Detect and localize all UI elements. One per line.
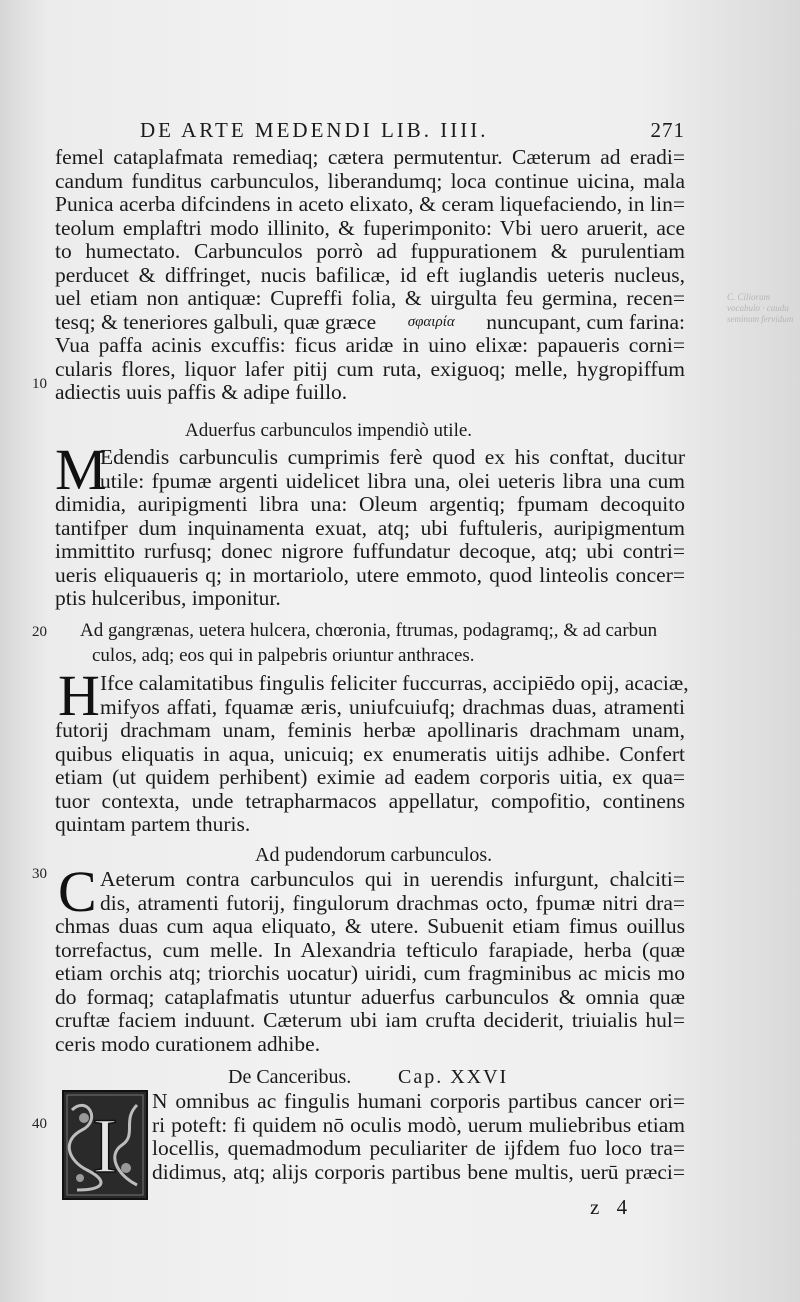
section-paragraph (100, 446, 685, 493)
drop-capital: C (58, 859, 97, 924)
text-line: ptis hulceribus, imponitur. (55, 586, 281, 610)
text-line: uel etiam non antiquæ: Cupreffi folia, & uirgulta feu germina, recen= (55, 286, 685, 310)
drop-capital: M (55, 437, 107, 502)
section-paragraph (100, 868, 685, 915)
section-paragraph-cont (55, 493, 685, 611)
section-paragraph-cont (55, 719, 685, 837)
drop-capital: H (58, 663, 100, 728)
initial-letter: I (92, 1102, 118, 1189)
section-paragraph-cont (55, 915, 685, 1056)
text-line: didimus, atq; alijs corporis partibus bene multis, uerū præci= (152, 1159, 685, 1184)
text-line: quibus eliquatis in aqua, unicuiq; ex enumeratis uitijs adhibe. Confert (55, 741, 685, 766)
text-line: futorij drachmam unam, feminis herbæ apollinaris drachmam unam, (55, 718, 685, 742)
text-line: to humectato. Carbunculos porrò ad fuppurationem & purulentiam (55, 239, 685, 263)
text-line: tantifper dum inquinamenta exuat, atq; ubi fuftuleris, auripigmentum (55, 515, 685, 540)
section-paragraph (100, 671, 689, 719)
text-line: tuor contexta, unde tetrapharmacos appellatur, compofitio, continens (55, 788, 685, 813)
chapter-paragraph (152, 1090, 685, 1184)
section-heading: Ad pudendorum carbunculos. (255, 844, 493, 866)
text-fragment: nuncupant, cum farina: (486, 309, 685, 334)
text-line: perducet & diffringet, nucis bafilicæ, id eft iuglandis ueteris nucleus, (55, 262, 685, 287)
text-line: cularis flores, liquor lafer pitij cum ruta, exiguoq; melle, hygropiffum (55, 356, 685, 381)
text-line: teolum emplaftri modo illinito, & fuperimponito: Vbi uero aruerit, ace (55, 215, 685, 240)
opening-paragraph (55, 146, 685, 405)
text-line: etiam (ut quidem perhibent) eximie ad eadem corporis uitia, ex qua= (55, 765, 685, 789)
text-line: dimidia, auripigmenti libra una: Oleum argentiq; fpumam decoquito (55, 492, 685, 516)
text-line: chmas duas cum aqua eliquato, & utere. Subuenit etiam fimus ouillus (55, 914, 685, 938)
text-line: do formaq; cataplafmatis utuntur aduerfus carbunculos & omnia quæ (55, 984, 685, 1009)
margin-line-number: 30 (32, 866, 47, 882)
text-line: ceris modo curationem adhibe. (55, 1031, 321, 1056)
text-line: Punica acerba difcindens in aceto elixato, & ceram liquefaciendo, in lin= (55, 192, 685, 216)
text-line-with-greek (55, 311, 685, 335)
text-line: locellis, quemadmodum peculiariter de ijfdem fuo loco tra= (152, 1136, 685, 1160)
section-heading: Aduerfus carbunculos impendiò utile. (185, 420, 473, 441)
text-line: immittito rurfusq; donec nigrore fuffundatur decoque, atq; ubi contri= (55, 539, 685, 563)
chapter-number: Cap. XXVI (398, 1066, 509, 1088)
text-line: adiectis uuis paffis & adipe fuillo. (55, 380, 348, 404)
text-line: femel cataplafmata remediaq; cætera permutentur. Cæterum ad eradi= (55, 145, 685, 169)
folio-number: 271 (650, 118, 685, 142)
text-line: Vua paffa acinis excuffis: ficus aridæ in uino elixæ: papaueris corni= (55, 333, 685, 357)
text-line: dis, atramenti futorij, fingulorum drachmas octo, fpumæ nitri dra= (100, 890, 685, 915)
section-heading: culos, adq; eos qui in palpebris oriuntur anthraces. (92, 645, 475, 666)
text-line: Edendis carbunculis cumprimis ferè quod ex his conftat, ducitur (100, 445, 685, 469)
chapter-title: De Canceribus. (228, 1066, 352, 1088)
text-line: torrefactus, cum melle. In Alexandria tefticulo farapiade, herba (quæ (55, 937, 685, 962)
margin-line-number: 40 (32, 1116, 47, 1132)
text-line: cruftæ faciem induunt. Cæterum ubi iam crufta deciderit, triuialis hul= (55, 1008, 685, 1032)
ornamented-initial (62, 1090, 148, 1200)
text-line: N omnibus ac fingulis humani corporis partibus cancer ori= (152, 1089, 685, 1113)
text-line: ueris eliquaueris q; in mortariolo, utere emmoto, quod linteolis concer= (55, 562, 685, 587)
text-line: utile: fpumæ argenti uidelicet libra una, olei ueteris libra una cum (100, 468, 685, 493)
greek-word: σφαιρία (407, 313, 455, 330)
margin-line-number: 20 (32, 624, 47, 640)
margin-line-number: 10 (32, 376, 47, 392)
margin-note: C. Ciliorum vocabulo · cauda seminum fervidum (727, 292, 794, 324)
running-header (140, 118, 685, 143)
text-line: Ifce calamitatibus fingulis feliciter fuccurras, accipiēdo opij, acaciæ, (100, 671, 689, 695)
text-line: etiam orchis atq; triorchis uocatur) uiridi, cum fragminibus ac micis mo (55, 961, 685, 985)
text-line: quintam partem thuris. (55, 812, 251, 836)
section-heading: Ad gangrænas, uetera hulcera, chœronia, ftrumas, podagramq;, & ad carbun (80, 620, 658, 641)
running-title: DE ARTE MEDENDI LIB. IIII. (140, 118, 489, 142)
text-line: ri poteft: fi quidem nō oculis modò, uerum muliebribus etiam (152, 1112, 685, 1137)
text-fragment: tesq; & teneriores galbuli, quæ græce (55, 309, 377, 334)
text-line: candum funditus carbunculos, liberandumq; loca continue uicina, mala (55, 168, 685, 193)
text-line: mifyos affati, fquamæ æris, uniufcuiufq; drachmas duas, atramenti (100, 694, 685, 719)
signature-mark: z 4 (590, 1195, 634, 1219)
text-line: Aeterum contra carbunculos qui in uerendis infurgunt, chalciti= (100, 867, 685, 891)
